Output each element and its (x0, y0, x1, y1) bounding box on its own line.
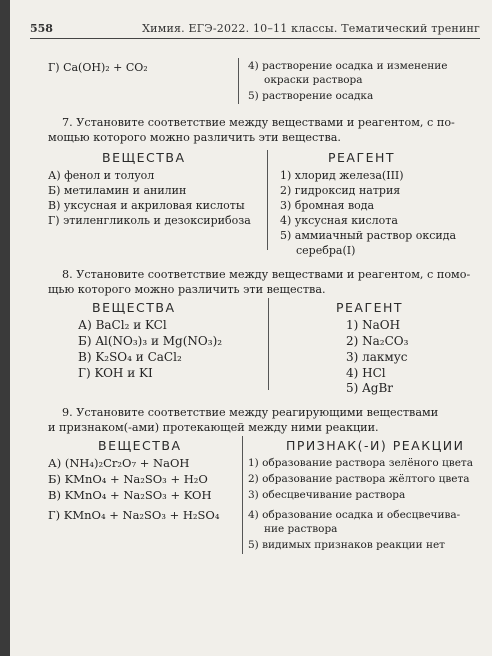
q9-sign-4: 4) образование осадка и обесцвечива- (248, 509, 461, 521)
q7-item-b: Б) метиламин и анилин (48, 184, 187, 197)
q8-item-b: Б) Al(NO₃)₃ и Mg(NO₃)₂ (78, 334, 223, 348)
q7-reagent-4: 4) уксусная кислота (280, 214, 398, 227)
q7-item-v: В) уксусная и акриловая кислоты (48, 199, 245, 212)
q8-left-header: ВЕЩЕСТВА (92, 300, 176, 315)
q8-text-cont: щью которого можно различить эти вещества. (48, 283, 326, 296)
q8-reagent-2: 2) Na₂CO₃ (346, 334, 409, 348)
column-divider (268, 298, 269, 390)
q8-reagent-5: 5) AgBr (346, 381, 394, 395)
q6-answer-4-cont: окраски раствора (264, 74, 363, 86)
column-divider (242, 436, 243, 554)
book-page (10, 0, 492, 656)
q8-text: 8. Установите соответствие между веществами и реагентом, с помо- (62, 268, 471, 281)
q7-reagent-3: 3) бромная вода (280, 199, 375, 212)
column-divider (267, 150, 268, 250)
q8-item-a: А) BaCl₂ и KCl (78, 318, 167, 332)
q9-sign-5: 5) видимых признаков реакции нет (248, 539, 445, 551)
column-divider (238, 58, 239, 104)
q7-reagent-1: 1) хлорид железа(III) (280, 169, 404, 182)
q9-item-b: Б) KMnO₄ + Na₂SO₃ + H₂O (48, 472, 208, 486)
q7-reagent-2: 2) гидроксид натрия (280, 184, 401, 197)
q9-right-header: ПРИЗНАК(-И) РЕАКЦИИ (286, 438, 465, 453)
q7-right-header: РЕАГЕНТ (328, 150, 396, 165)
q9-sign-2: 2) образование раствора жёлтого цвета (248, 473, 470, 485)
q9-left-header: ВЕЩЕСТВА (98, 438, 182, 453)
q9-sign-1: 1) образование раствора зелёного цвета (248, 457, 473, 469)
q9-text: 9. Установите соответствие между реагирующими веществами (62, 406, 439, 419)
q8-right-header: РЕАГЕНТ (336, 300, 404, 315)
q6-answer-4: 4) растворение осадка и изменение (248, 60, 448, 72)
q9-text-cont: и признаком(-ами) протекающей между ними реакции. (48, 421, 379, 434)
q8-reagent-3: 3) лакмус (346, 350, 408, 364)
q7-text: 7. Установите соответствие между веществами и реагентом, с по- (62, 116, 455, 129)
q8-reagent-4: 4) HCl (346, 366, 386, 380)
q9-item-v: В) KMnO₄ + Na₂SO₃ + KOH (48, 488, 212, 502)
q7-text-cont: мощью которого можно различить эти вещества. (48, 131, 341, 144)
page-number: 558 (30, 22, 53, 35)
q9-item-g: Г) KMnO₄ + Na₂SO₃ + H₂SO₄ (48, 508, 220, 522)
q9-sign-4-cont: ние раствора (264, 523, 338, 535)
q6-answer-5: 5) растворение осадка (248, 90, 374, 102)
q7-left-header: ВЕЩЕСТВА (102, 150, 186, 165)
q7-item-a: А) фенол и толуол (48, 169, 155, 182)
q8-item-v: В) K₂SO₄ и CaCl₂ (78, 350, 182, 364)
q7-reagent-5: 5) аммиачный раствор оксида (280, 229, 457, 242)
q9-item-a: А) (NH₄)₂Cr₂O₇ + NaOH (48, 456, 190, 470)
q7-item-g: Г) этиленгликоль и дезоксирибоза (48, 214, 251, 227)
running-title: Химия. ЕГЭ-2022. 10–11 классы. Тематический тренинг (142, 22, 480, 35)
q9-sign-3: 3) обесцвечивание раствора (248, 489, 406, 501)
q8-reagent-1: 1) NaOH (346, 318, 401, 332)
q8-item-g: Г) KOH и KI (78, 366, 153, 380)
q6-option-g: Г) Ca(OH)₂ + CO₂ (48, 61, 148, 74)
q7-reagent-5-cont: серебра(I) (296, 244, 356, 257)
page-header (30, 22, 480, 39)
